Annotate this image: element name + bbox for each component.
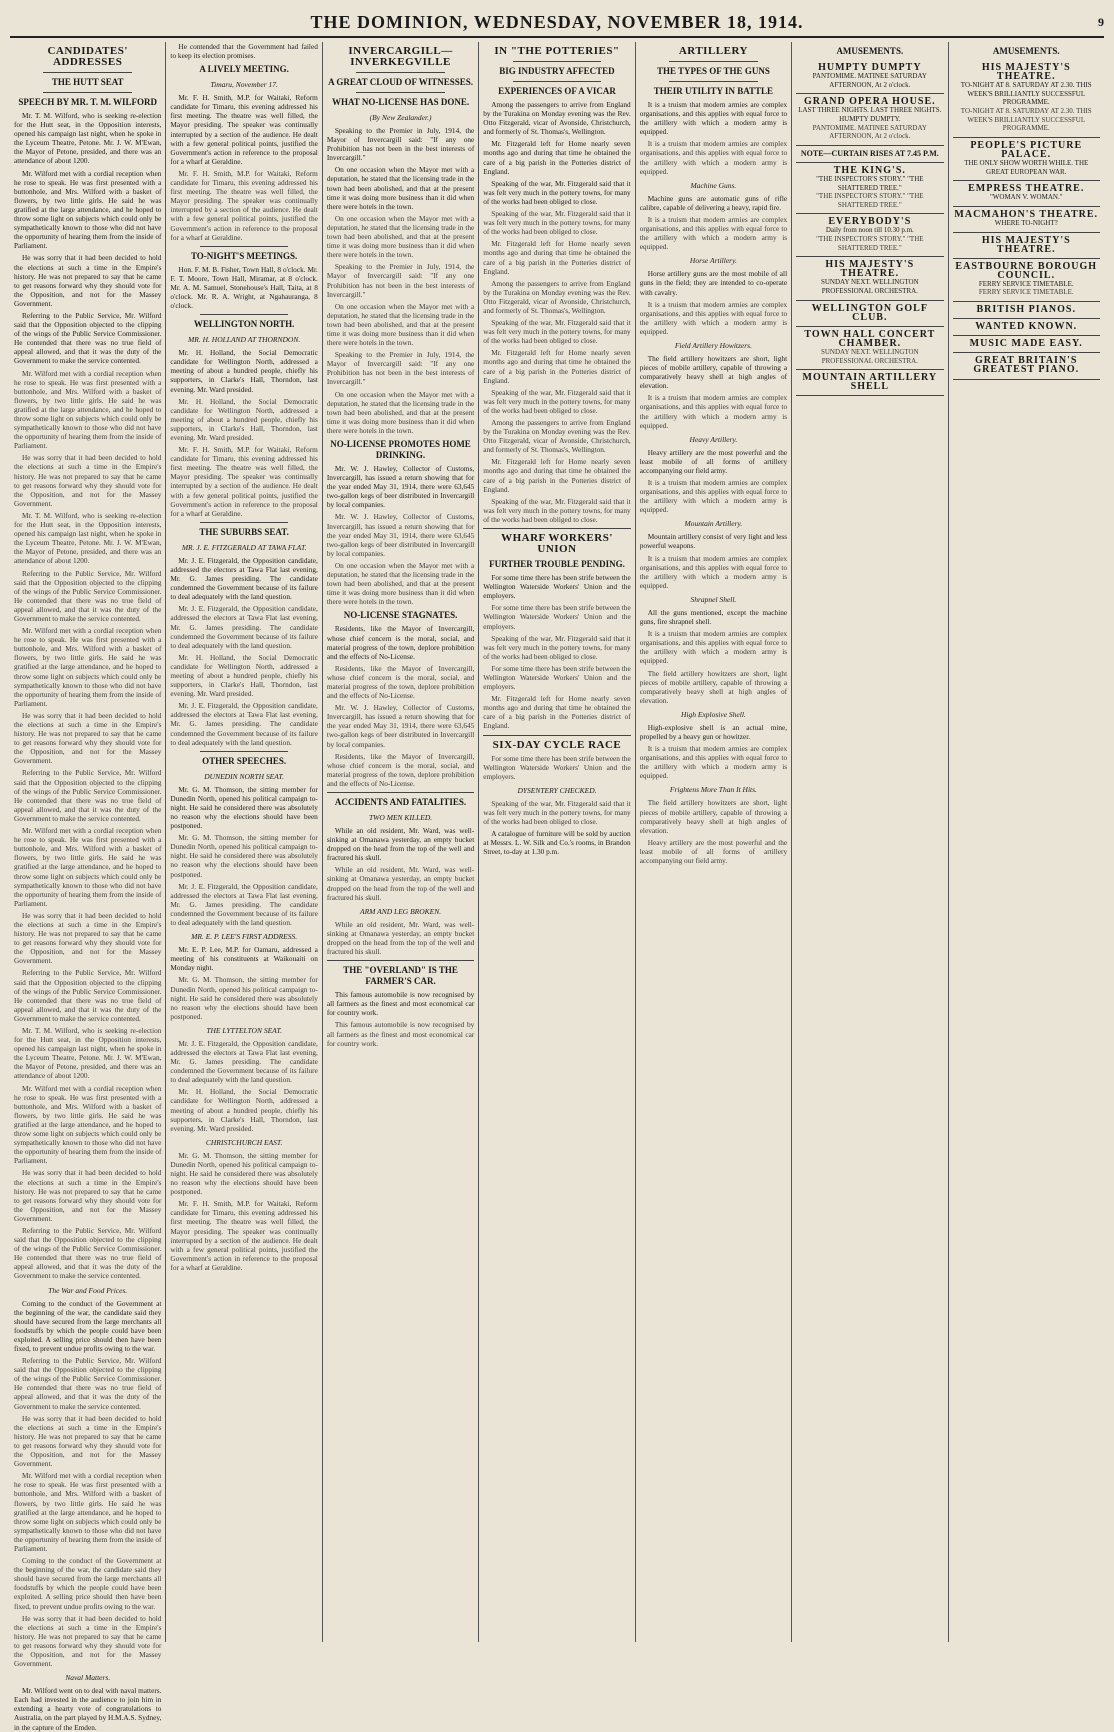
advertisement: HIS MAJESTY'S THEATRE. TO-NIGHT AT 8. SATURDAY AT 2.30. THIS WEEK'S BRILLIANTLY SUCCESSFUL PROGRAMME. TO-NIGHT AT 8. SATURDAY AT 2.30. THIS WEEK'S BRILLIANTLY SUCCESSFUL PROGRAMME. (953, 60, 1100, 138)
advertisement: EVERYBODY'S Daily from noon till 10.30 p.m. "THE INSPECTOR'S STORY." "THE SHATTERED TREE." (796, 214, 943, 257)
article-subhead: Frightens More Than It Hits. (669, 785, 757, 795)
article-subtitle: THEIR UTILITY IN BATTLE (653, 86, 774, 96)
paragraph: On one occasion when the Mayor met with a deputation, he stated that the licensing trade in the town had been abolished, and that at the present time it was doing more business than it did when there were hotels in the town. (326, 165, 475, 211)
paragraph: On one occasion when the Mayor met with a deputation, he stated that the licensing trade in the town had been abolished, and that at the present time it was doing more business than it did when there were hotels in the town. (326, 213, 475, 260)
paragraph: It is a truism that modern armies are complex organisations, and this applies with equal force to the artillery with which a modern army is equipped. (639, 629, 788, 666)
paragraph: Referring to the Public Service, Mr. Wilford said that the Opposition objected to the clipping of the wings of the Public Service Commissioner. He contended that there was no true field of appeal allowed, and that it was the duty of the Government to make the service contented. (14, 310, 162, 366)
advertisement: EMPRESS THEATRE. "WOMAN V. WOMAN." (953, 181, 1100, 207)
paragraph: Mr. Wilford met with a cordial reception when he rose to speak. He was first presented with a buttonhole, and Mrs. Wilford with a basket of flowers, by two little girls. He said he was gratified at the large attendance, and he hoped to throw some light on subjects which could only be sympathetically known to those who did not have the opportunity of hearing them from the inside of Parliament. (14, 1083, 162, 1166)
paragraph: Coming to the conduct of the Government at the beginning of the war, the candidate said they should have secured from the large merchants all foodstuffs by which the people could have been exploited. A selling price should then have been fixed, to prevent undue profits owing to the war. (14, 1298, 162, 1353)
column-1 (10, 42, 166, 1732)
column-3 (323, 42, 479, 1642)
paragraph: Mr. J. E. Fitzgerald, the Opposition candidate, addressed the electors at Tawa Flat last evening, Mr. G. James presiding. The candidate condemned the Government because of its failure to deal adequately with the land question. (170, 604, 318, 650)
section-heading: AMUSEMENTS. (836, 46, 904, 56)
article-subhead: Mountain Artillery. (684, 519, 743, 529)
paragraph: Mr. W. J. Hawley, Collector of Customs, Invercargill, has issued a return showing that for the year ended May 31, 1914, there were 63,645 two-gallon kegs of beer distributed in Invercargill by local companies. (326, 512, 475, 558)
paragraph: Mr. G. M. Thomson, the sitting member for Dunedin North, opened his political campaign to-night. He said he considered there was absolutely no reason why the elections should have been postponed. (170, 784, 318, 831)
paragraph: Mr. Wilford met with a cordial reception when he rose to speak. He was first presented with a buttonhole, and Mrs. Wilford with a basket of flowers, by two little girls. He said he was gratified at the large attendance, and he hoped to throw some light on subjects which could only be sympathetically known to those who did not have the opportunity of hearing them from the inside of Parliament. (14, 368, 162, 451)
paragraph: Mr. H. Holland, the Social Democratic candidate for Wellington North, addressed a meeting of about a hundred people, chiefly his supporters, in Clarke's Hall, Thorndon, last evening. Mr. Ward presided. (170, 652, 318, 699)
article-title: A GREAT CLOUD OF WITNESSES. (328, 77, 474, 87)
paragraph: This famous automobile is now recognised by all farmers as the finest and most economical car for country work. (326, 990, 475, 1018)
paragraph: Mr. G. M. Thomson, the sitting member for Dunedin North, opened his political campaign to-night. He said he considered there was absolutely no reason why the elections should have been postponed. (170, 1150, 318, 1197)
paragraph: Mr. Wilford met with a cordial reception when he rose to speak. He was first presented with a buttonhole, and Mrs. Wilford with a basket of flowers, by two little girls. He said he was gratified at the large attendance, and he hoped to throw some light on subjects which could only be sympathetically known to those who did not have the opportunity of hearing them from the inside of Parliament. (14, 626, 162, 708)
article-subhead: Horse Artillery. (689, 256, 737, 266)
advertisement: EASTBOURNE BOROUGH COUNCIL. FERRY SERVICE TIMETABLE. FERRY SERVICE TIMETABLE. (953, 259, 1100, 302)
paragraph: Mr. Fitzgerald left for Home nearly seven months ago and during that time he obtained the care of a big parish in the Potteries district of England. (483, 239, 631, 276)
paragraph: Speaking of the war, Mr. Fitzgerald said that it was felt very much in the pottery towns, for many of the works had been obliged to close. (483, 318, 631, 346)
paragraph: While an old resident, Mr. Ward, was well-sinking at Omanawa yesterday, an empty bucket dropped on the head from the top of the well and fractured his skull. (326, 919, 475, 957)
article-subtitle: CHRISTCHURCH EAST. (205, 1137, 283, 1147)
paragraph: Coming to the conduct of the Government at the beginning of the war, the candidate said they should have secured from the large merchants all foodstuffs by which the people could have been exploited. A selling price should then have been fixed, to prevent undue profits owing to the war. (14, 1556, 162, 1611)
paragraph: He was sorry that it had been decided to hold the elections at such a time in the Empire's history. He was not prepared to say that he came to get reasons forward why they should vote for the Opposition, and not for the Massey Government. (14, 253, 162, 308)
paragraph: Mr. F. H. Smith, M.P. for Waitaki, Reform candidate for Timaru, this evening addressed his first meeting. The theatre was well filled, the Mayor presiding. The speaker was continually interrupted by a section of the audience. He dealt with a few general political points, justified the Government's action in reference to the proposal for a wharf at Geraldine. (170, 1199, 318, 1272)
paragraph: Mr. J. E. Fitzgerald, the Opposition candidate, addressed the electors at Tawa Flat last evening, Mr. G. James presiding. The candidate condemned the Government because of its failure to deal adequately with the land question. (170, 701, 318, 747)
column-4 (479, 42, 635, 1642)
paragraph: All the guns mentioned, except the machine guns, fire shrapnel shell. (639, 607, 788, 627)
paragraph: Mr. J. E. Fitzgerald, the Opposition candidate, addressed the electors at Tawa Flat last evening, Mr. G. James presiding. The candidate condemned the Government because of its failure to deal adequately with the land question. (170, 555, 318, 602)
advertisement: WANTED KNOWN. (953, 319, 1100, 336)
paragraph: Mr. T. M. Wilford, who is seeking re-election for the Hutt seat, in the Opposition interests, opened his campaign last night, when he spoke in the Lyceum Theatre, Petone. Mr. J. W. M'Ewan, the Mayor of Petone, presided, and there was an attendance of about 1200. (14, 111, 162, 166)
page-number: 9 (1098, 14, 1104, 29)
paragraph: Mr. J. E. Fitzgerald, the Opposition candidate, addressed the electors at Tawa Flat last evening, Mr. G. James presiding. The candidate condemned the Government because of its failure to deal adequately with the land question. (170, 881, 318, 928)
advertisement: NOTE—CURTAIN RISES AT 7.45 P.M. (796, 146, 943, 163)
paragraph: For some time there has been strife between the Wellington Waterside Workers' Union and the employers. (483, 573, 631, 601)
column-5 (636, 42, 792, 1642)
article-subhead: High Explosive Shell. (681, 709, 746, 719)
article-subhead: The War and Food Prices. (48, 1285, 128, 1295)
paragraph: Referring to the Public Service, Mr. Wilford said that the Opposition objected to the clipping of the wings of the Public Service Commissioner. He contended that there was no true field of appeal allowed, and that it was the duty of the Government to make the service contented. (14, 568, 162, 623)
article-title: THE HUTT SEAT (51, 77, 124, 87)
paragraph: Speaking of the war, Mr. Fitzgerald said that it was felt very much in the pottery towns, for many of the works had been obliged to close. (483, 387, 631, 415)
advertisement: TOWN HALL CONCERT CHAMBER. SUNDAY NEXT. WELLINGTON PROFESSIONAL ORCHESTRA. (796, 327, 943, 370)
column-6 (792, 42, 948, 1642)
article-subhead: Field Artillery Howitzers. (674, 340, 752, 350)
paragraph: Residents, like the Mayor of Invercargill, whose chief concern is the moral, social, and material progress of the town, deplore prohibition and the effects of No-License. (326, 663, 475, 701)
article-subtitle: DUNEDIN NORTH SEAT. (204, 771, 285, 781)
article-subtitle: SPEECH BY MR. T. M. WILFORD (18, 97, 158, 107)
paragraph: On one occasion when the Mayor met with a deputation, he stated that the licensing trade in the town had been abolished, and that at the present time it was doing more business than it did when there were hotels in the town. (326, 389, 475, 435)
paragraph: Mr. Fitzgerald left for Home nearly seven months ago and during that time he obtained the care of a big parish in the Potteries district of England. (483, 348, 631, 385)
paragraph: Mr. Fitzgerald left for Home nearly seven months ago and during that time he obtained the care of a big parish in the Potteries district of England. (483, 694, 631, 731)
article-subtitle: EXPERIENCES OF A VICAR (498, 86, 616, 96)
paragraph: Referring to the Public Service, Mr. Wilford said that the Opposition objected to the clipping of the wings of the Public Service Commissioner. He contended that there was no true field of appeal allowed, and that it was the duty of the Government to make the service contented. (14, 1356, 162, 1411)
paragraph: Heavy artillery are the most powerful and the least mobile of all forms of artillery accompanying our field army. (639, 447, 788, 475)
article-title: WELLINGTON NORTH. (193, 319, 295, 330)
paragraph: Among the passengers to arrive from England by the Turakina on Monday evening was the Rev. Otto Fitzgerald, vicar of Avonside, Christchurch, and formerly of St. Thomas's, Wellington. (483, 100, 631, 137)
advertisement-title: THE "OVERLAND" IS THE FARMER'S CAR. (343, 965, 458, 987)
paragraph: Among the passengers to arrive from England by the Turakina on Monday evening was the Rev. Otto Fitzgerald, vicar of Avonside, Christchurch, and formerly of St. Thomas's, Wellington. (483, 418, 631, 455)
paragraph: Mr. Fitzgerald left for Home nearly seven months ago and during that time he obtained the care of a big parish in the Potteries district of England. (483, 457, 631, 494)
column-7 (949, 42, 1104, 1642)
advertisement: MACMAHON'S THEATRE. WHERE TO-NIGHT? (953, 207, 1100, 233)
paragraph: Speaking to the Premier in July, 1914, the Mayor of Invercargill said: "If any one Prohibition has not been in the best interests of Invercargill." (326, 350, 475, 387)
paragraph: Mr. T. M. Wilford, who is seeking re-election for the Hutt seat, in the Opposition interests, opened his campaign last night, when he spoke in the Lyceum Theatre, Petone. Mr. J. W. M'Ewan, the Mayor of Petone, presided, and there was an attendance of about 1200. (14, 510, 162, 566)
paragraph: He was sorry that it had been decided to hold the elections at such a time in the Empire's history. He was not prepared to say that he came to get reasons forward why they should vote for the Opposition, and not for the Massey Government. (14, 1413, 162, 1469)
paragraph: A catalogue of furniture will be sold by auction at Messrs. L. W. Silk and Co.'s rooms, in Brandon Street, to-day at 1.30 p.m. (483, 829, 631, 857)
article-subhead: Machine Guns. (690, 180, 737, 190)
article-subtitle: WHAT NO-LICENSE HAS DONE. (331, 97, 470, 107)
paragraph: Speaking to the Premier in July, 1914, the Mayor of Invercargill said: "If any one Prohibition has not been in the best interests of Invercargill." (326, 126, 475, 163)
paragraph: He was sorry that it had been decided to hold the elections at such a time in the Empire's history. He was not prepared to say that he came to get reasons forward why they should vote for the Opposition, and not for the Massey Government. (14, 453, 162, 508)
paragraph: Speaking of the war, Mr. Fitzgerald said that it was felt very much in the pottery towns, for many of the works had been obliged to close. (483, 209, 631, 237)
paragraph: The field artillery howitzers are short, light pieces of mobile artillery, capable of throwing a comparatively heavy shell at high angles of elevation. (639, 668, 788, 705)
newspaper-title: THE DOMINION, WEDNESDAY, NOVEMBER 18, 1914. (310, 11, 804, 32)
advertisement: THE KING'S. "THE INSPECTOR'S STORY." "THE SHATTERED TREE." "THE INSPECTOR'S STORY." "THE SHATTERED TREE." (796, 163, 943, 214)
paragraph: Machine guns are automatic guns of rifle calibre, capable of delivering a heavy, rapid fire. (639, 193, 788, 212)
paragraph: Mr. Fitzgerald left for Home nearly seven months ago and during that time he obtained the care of a big parish in the Potteries district of England. (483, 139, 631, 176)
dateline: Timaru, November 17. (210, 80, 278, 90)
article-title: BIG INDUSTRY AFFECTED (499, 66, 615, 76)
paragraph: It is a truism that modern armies are complex organisations, and this applies with equal force to the artillery with which a modern army is equipped. (639, 139, 788, 176)
paragraph: It is a truism that modern armies are complex organisations, and this applies with equal force to the artillery with which a modern army is equipped. (639, 744, 788, 781)
article-subtitle: FURTHER TROUBLE PENDING. (489, 559, 625, 570)
paragraph: Heavy artillery are the most powerful and the least mobile of all forms of artillery accompanying our field army. (639, 837, 788, 865)
article-title: THE SUBURBS SEAT. (199, 526, 289, 537)
paragraph: Speaking of the war, Mr. Fitzgerald said that it was felt very much in the pottery towns, for many of the works had been obliged to close. (483, 633, 631, 661)
paragraph: Mr. E. P. Lee, M.P. for Oamaru, addressed a meeting of his constituents at Waikouaiti on Monday night. (170, 945, 318, 973)
paragraph: Mr. Wilford met with a cordial reception when he rose to speak. He was first presented with a buttonhole, and Mrs. Wilford with a basket of flowers, by two little girls. He said he was gratified at the large attendance, and he hoped to throw some light on subjects which could only be sympathetically known to those who did not have the opportunity of hearing them from the inside of Parliament. (14, 826, 162, 908)
paragraph: Speaking to the Premier in July, 1914, the Mayor of Invercargill said: "If any one Prohibition has not been in the best interests of Invercargill." (326, 262, 475, 299)
advertisement: HIS MAJESTY'S THEATRE. (953, 233, 1100, 259)
paragraph: Mr. W. J. Hawley, Collector of Customs, Invercargill, has issued a return showing that for the year ended May 31, 1914, there were 63,645 two-gallon kegs of beer distributed in Invercargill by local companies. (326, 464, 475, 510)
section-heading: CANDIDATES' ADDRESSES (47, 45, 128, 68)
paragraph: Mr. Wilford went on to deal with naval matters. Each had invested in the audience to join him in extending a hearty vote of congratulations to Australia, on the part played by H.M.A.S. Sydney, in the capture of the Emden. (14, 1686, 162, 1732)
paragraph: The field artillery howitzers are short, light pieces of mobile artillery, capable of throwing a comparatively heavy shell at high angles of elevation. (639, 798, 788, 835)
paragraph: For some time there has been strife between the Wellington Waterside Workers' Union and the employers. (483, 603, 631, 631)
article-subtitle: MR. E. P. LEE'S FIRST ADDRESS. (191, 932, 298, 942)
article-subtitle: NO-LICENSE STAGNATES. (343, 610, 458, 621)
advertisement: GRAND OPERA HOUSE. LAST THREE NIGHTS. LAST THREE NIGHTS. HUMPTY DUMPTY. PANTOMIME. MATINEE SATURDAY AFTERNOON, At 2 o'clock. (796, 94, 943, 145)
byline: (By New Zealander.) (369, 113, 432, 122)
paragraph: Mr. G. M. Thomson, the sitting member for Dunedin North, opened his political campaign to-night. He said he considered there was absolutely no reason why the elections should have been postponed. (170, 833, 318, 879)
article-subtitle: TWO MEN KILLED. (368, 813, 433, 822)
paragraph: Mr. G. M. Thomson, the sitting member for Dunedin North, opened his political campaign to-night. He said he considered there was absolutely no reason why the elections should have been postponed. (170, 975, 318, 1021)
paragraph: Among the passengers to arrive from England by the Turakina on Monday evening was the Rev. Otto Fitzgerald, vicar of Avonside, Christchurch, and formerly of St. Thomas's, Wellington. (483, 278, 631, 315)
paragraph: It is a truism that modern armies are complex organisations, and this applies with equal force to the artillery with which a modern army is equipped. (639, 100, 788, 137)
advertisement-title: DYSENTERY CHECKED. (517, 785, 597, 795)
article-title: ACCIDENTS AND FATALITIES. (334, 797, 467, 807)
article-subhead: Naval Matters. (65, 1673, 111, 1683)
article-title: THE TYPES OF THE GUNS (656, 66, 770, 76)
paragraph: Residents, like the Mayor of Invercargill, whose chief concern is the moral, social, and material progress of the town, deplore prohibition and the effects of No-License. (326, 624, 475, 661)
section-heading: INVERCARGILL—INVERKEGVILLE (348, 45, 453, 68)
paragraph: The field artillery howitzers are short, light pieces of mobile artillery, capable of throwing a comparatively heavy shell at high angles of elevation. (639, 353, 788, 391)
columns (10, 42, 1104, 1732)
paragraph: Mr. F. H. Smith, M.P. for Waitaki, Reform candidate for Timaru, this evening addressed his first meeting. The theatre was well filled, the Mayor presiding. The speaker was continually interrupted by a section of the audience. He dealt with a few general political points, justified the Government's action in reference to the proposal for a wharf at Geraldine. (170, 445, 318, 518)
paragraph: For some time there has been strife between the Wellington Waterside Workers' Union and the employers. (483, 753, 631, 781)
paragraph: Hon. F. M. B. Fisher, Town Hall, 8 o'clock. Mr. F. T. Moore, Town Hall, Miramar, at 8 o'clock. Mr. A. M. Samuel, Stonehouse's Hall, Taita, at 8 o'clock. Mr. R. A. Wright, at Ngahauranga, 8 o'clock. (170, 264, 318, 311)
advertisement: HIS MAJESTY'S THEATRE. SUNDAY NEXT. WELLINGTON PROFESSIONAL ORCHESTRA. (796, 257, 943, 300)
advertisement: BRITISH PIANOS. (953, 302, 1100, 319)
advertisement: MUSIC MADE EASY. (953, 336, 1100, 353)
paragraph: Speaking of the war, Mr. Fitzgerald said that it was felt very much in the pottery towns, for many of the works had been obliged to close. (483, 496, 631, 524)
paragraph: Mr. F. H. Smith, M.P. for Waitaki, Reform candidate for Timaru, this evening addressed his first meeting. The theatre was well filled, the Mayor presiding. The speaker was continually interrupted by a section of the audience. He dealt with a few general political points, justified the Government's action in reference to the proposal for a wharf at Geraldine. (170, 168, 318, 242)
paragraph: He was sorry that it had been decided to hold the elections at such a time in the Empire's history. He was not prepared to say that he came to get reasons forward why they should vote for the Opposition, and not for the Massey Government. (14, 710, 162, 766)
paragraph: Referring to the Public Service, Mr. Wilford said that the Opposition objected to the clipping of the wings of the Public Service Commissioner. He contended that there was no true field of appeal allowed, and that it was the duty of the Government to make the service contented. (14, 968, 162, 1023)
section-heading: IN "THE POTTERIES" (494, 45, 620, 57)
advertisement: PEOPLE'S PICTURE PALACE. THE ONLY SHOW WORTH WHILE. THE GREAT EUROPEAN WAR. (953, 138, 1100, 181)
paragraph: Mr. H. Holland, the Social Democratic candidate for Wellington North, addressed a meeting of about a hundred people, chiefly his supporters, in Clarke's Hall, Thorndon, last evening. Mr. Ward presided. (170, 396, 318, 442)
paragraph: It is a truism that modern armies are complex organisations, and this applies with equal force to the artillery with which a modern army is equipped. (639, 393, 788, 430)
article-subtitle: THE LYTTELTON SEAT. (206, 1025, 282, 1035)
article-title: SIX-DAY CYCLE RACE (492, 738, 622, 751)
paragraph: For some time there has been strife between the Wellington Waterside Workers' Union and the employers. (483, 663, 631, 692)
paragraph: It is a truism that modern armies are complex organisations, and this applies with equal force to the artillery with which a modern army is equipped. (639, 214, 788, 252)
paragraph: While an old resident, Mr. Ward, was well-sinking at Omanawa yesterday, an empty bucket dropped on the head from the top of the well and fractured his skull. (326, 865, 475, 902)
article-subtitle: MR. H. HOLLAND AT THORNDON. (188, 335, 301, 345)
article-subtitle: NO-LICENSE PROMOTES HOME DRINKING. (330, 439, 471, 460)
advertisement: HUMPTY DUMPTY PANTOMIME. MATINEE SATURDAY AFTERNOON, At 2 o'clock. (796, 60, 943, 94)
paragraph: Speaking of the war, Mr. Fitzgerald said that it was felt very much in the pottery towns, for many of the works had been obliged to close. (483, 178, 631, 206)
paragraph: This famous automobile is now recognised by all farmers as the finest and most economical car for country work. (326, 1020, 475, 1048)
article-subhead: Shrapnel Shell. (690, 594, 737, 604)
paragraph: He contended that the Government had failed to keep its election promises. (170, 42, 318, 61)
paragraph: Mr. H. Holland, the Social Democratic candidate for Wellington North, addressed a meeting of about a hundred people, chiefly his supporters, in Clarke's Hall, Thorndon, last evening. Mr. Ward presided. (170, 348, 318, 394)
paragraph: On one occasion when the Mayor met with a deputation, he stated that the licensing trade in the town had been abolished, and that at the present time it was doing more business than it did when there were hotels in the town. (326, 560, 475, 607)
section-heading: ARTILLERY (678, 45, 748, 57)
paragraph: He was sorry that it had been decided to hold the elections at such a time in the Empire's history. He was not prepared to say that he came to get reasons forward why they should vote for the Opposition, and not for the Massey Government. (14, 910, 162, 966)
advertisement: MOUNTAIN ARTILLERY SHELL (796, 370, 943, 396)
paragraph: Mr. H. Holland, the Social Democratic candidate for Wellington North, addressed a meeting of about a hundred people, chiefly his supporters, in Clarke's Hall, Thorndon, last evening. Mr. Ward presided. (170, 1087, 318, 1133)
section-heading: AMUSEMENTS. (992, 46, 1060, 56)
paragraph: Speaking of the war, Mr. Fitzgerald said that it was felt very much in the pottery towns, for many of the works had been obliged to close. (483, 798, 631, 826)
paragraph: Mr. J. E. Fitzgerald, the Opposition candidate, addressed the electors at Tawa Flat last evening, Mr. G. James presiding. The candidate condemned the Government because of its failure to deal adequately with the land question. (170, 1038, 318, 1085)
paragraph: While an old resident, Mr. Ward, was well-sinking at Omanawa yesterday, an empty bucket dropped on the head from the top of the well and fractured his skull. (326, 826, 475, 863)
article-title: OTHER SPEECHES. (202, 755, 287, 766)
column-2 (166, 42, 322, 1642)
article-subtitle: MR. J. E. FITZGERALD AT TAWA FLAT. (181, 542, 307, 552)
paragraph: It is a truism that modern armies are complex organisations, and this applies with equal force to the artillery with which a modern army is equipped. (639, 553, 788, 590)
article-title: A LIVELY MEETING. (199, 64, 289, 75)
paragraph: Horse artillery guns are the most mobile of all guns in the field; they are intended to co-operate with cavalry. (639, 269, 788, 297)
paragraph: He was sorry that it had been decided to hold the elections at such a time in the Empire's history. He was not prepared to say that he came to get reasons forward why they should vote for the Opposition, and not for the Massey Government. (14, 1613, 162, 1669)
paragraph: Mr. W. J. Hawley, Collector of Customs, Invercargill, has issued a return showing that for the year ended May 31, 1914, there were 63,645 two-gallon kegs of beer distributed in Invercargill by local companies. (326, 703, 475, 749)
paragraph: High-explosive shell is an actual mine, propelled by a heavy gun or howitzer. (639, 722, 788, 741)
advertisement: WELLINGTON GOLF CLUB. (796, 301, 943, 327)
article-title: WHARF WORKERS' UNION (501, 532, 613, 556)
paragraph: Referring to the Public Service, Mr. Wilford said that the Opposition objected to the clipping of the wings of the Public Service Commissioner. He contended that there was no true field of appeal allowed, and that it was the duty of the Government to make the service contented. (14, 768, 162, 823)
advertisement: GREAT BRITAIN'S GREATEST PIANO. (953, 353, 1100, 379)
paragraph: Mr. F. H. Smith, M.P. for Waitaki, Reform candidate for Timaru, this evening addressed his first meeting. The theatre was well filled, the Mayor presiding. The speaker was continually interrupted by a section of the audience. He dealt with a few general political points, justified the Government's action in reference to the proposal for a wharf at Geraldine. (170, 93, 318, 166)
paragraph: It is a truism that modern armies are complex organisations, and this applies with equal force to the artillery with which a modern army is equipped. (639, 478, 788, 515)
paragraph: Referring to the Public Service, Mr. Wilford said that the Opposition objected to the clipping of the wings of the Public Service Commissioner. He contended that there was no true field of appeal allowed, and that it was the duty of the Government to make the service contented. (14, 1225, 162, 1281)
paragraph: It is a truism that modern armies are complex organisations, and this applies with equal force to the artillery with which a modern army is equipped. (639, 299, 788, 336)
article-subtitle: ARM AND LEG BROKEN. (360, 906, 442, 916)
paragraph: Mr. T. M. Wilford, who is seeking re-election for the Hutt seat, in the Opposition interests, opened his campaign last night, when he spoke in the Lyceum Theatre, Petone. Mr. J. W. M'Ewan, the Mayor of Petone, presided, and there was an attendance of about 1200. (14, 1026, 162, 1081)
article-title: TO-NIGHT'S MEETINGS. (190, 250, 298, 261)
paragraph: Mountain artillery consist of very light and less powerful weapons. (639, 532, 788, 551)
paragraph: Residents, like the Mayor of Invercargill, whose chief concern is the moral, social, and material progress of the town, deplore prohibition and the effects of No-License. (326, 751, 475, 788)
masthead (10, 8, 1104, 38)
paragraph: Mr. Wilford met with a cordial reception when he rose to speak. He was first presented with a buttonhole, and Mrs. Wilford with a basket of flowers, by two little girls. He said he was gratified at the large attendance, and he hoped to throw some light on subjects which could only be sympathetically known to those who did not have the opportunity of hearing them from the inside of Parliament. (14, 1471, 162, 1553)
paragraph: He was sorry that it had been decided to hold the elections at such a time in the Empire's history. He was not prepared to say that he came to get reasons forward why they should vote for the Opposition, and not for the Massey Government. (14, 1168, 162, 1223)
article-subhead: Heavy Artillery. (689, 434, 738, 444)
paragraph: Mr. Wilford met with a cordial reception when he rose to speak. He was first presented with a buttonhole, and Mrs. Wilford with a basket of flowers, by two little girls. He said he was gratified at the large attendance, and he hoped to throw some light on subjects which could only be sympathetically known to those who did not have the opportunity of hearing them from the inside of Parliament. (14, 168, 162, 251)
paragraph: On one occasion when the Mayor met with a deputation, he stated that the licensing trade in the town had been abolished, and that at the present time it was doing more business than it did when there were hotels in the town. (326, 301, 475, 348)
